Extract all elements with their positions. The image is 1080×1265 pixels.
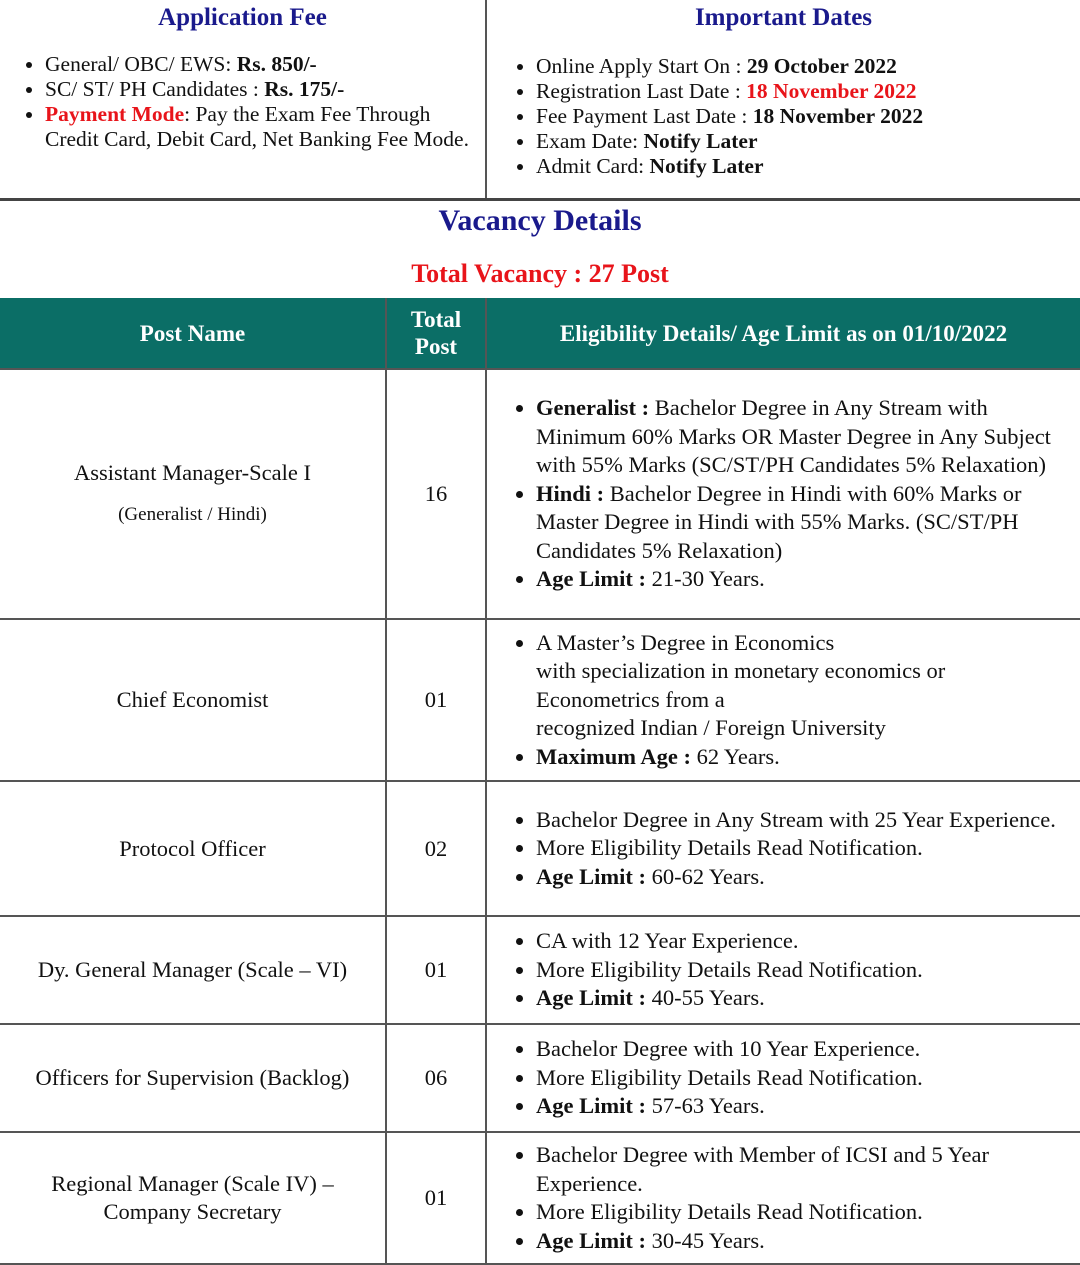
eligibility-item: • Age Limit : 21-30 Years. [536,565,1068,594]
total-post-cell: 02 [386,781,486,916]
table-row [0,1024,1080,1132]
vacancy-details-title: Vacancy Details [438,204,642,237]
post-name-cell [0,369,386,619]
eligibility-list [487,1141,1080,1255]
vacancy-table [0,298,1080,1265]
post-name: Chief Economist [116,687,269,712]
payment-mode-label: Payment Mode [45,102,185,126]
date-label: Exam Date: [536,129,644,153]
application-fee-list [0,52,475,152]
eligibility-item: • CA with 12 Year Experience. [536,927,1068,956]
eligibility-item: • Age Limit : 57-63 Years. [536,1092,1068,1121]
eligibility-item: • More Eligibility Details Read Notification. [536,1198,1068,1227]
post-name: Dy. General Manager (Scale – VI) [37,957,348,982]
fee-item-general [45,52,475,77]
eligibility-item: • Bachelor Degree in Any Stream with 25 Year Experience. [536,806,1068,835]
total-post-cell: 01 [386,916,486,1024]
date-item [536,79,1070,104]
eligibility-item: • Bachelor Degree with Member of ICSI and 5 Year Experience. [536,1141,1068,1198]
date-value: Notify Later [643,129,758,153]
table-header-row [0,298,1080,369]
post-name-cell [0,916,386,1024]
table-row [0,916,1080,1024]
eligibility-item: • Age Limit : 30-45 Years. [536,1227,1068,1256]
eligibility-item: • Bachelor Degree with 10 Year Experience. [536,1035,1068,1064]
total-post-cell: 16 [386,369,486,619]
header-eligibility: Eligibility Details/ Age Limit as on 01/10/2022 [486,298,1080,369]
important-dates-panel [487,0,1080,198]
post-name-cell [0,1132,386,1264]
eligibility-list [487,629,1080,772]
post-name: Assistant Manager-Scale I [74,460,311,485]
post-name-cell [0,1024,386,1132]
total-post-cell: 06 [386,1024,486,1132]
date-item [536,54,1070,79]
fee-general-label: General/ OBC/ EWS: [45,52,237,76]
eligibility-item: • More Eligibility Details Read Notification. [536,956,1068,985]
total-vacancy: Total Vacancy : 27 Post [411,259,669,288]
table-row [0,781,1080,916]
date-item [536,129,1070,154]
important-dates-title: Important Dates [694,4,873,31]
eligibility-list [487,394,1080,594]
header-post-name: Post Name [0,298,386,369]
table-row [0,369,1080,619]
eligibility-item: • Age Limit : 40-55 Years. [536,984,1068,1013]
eligibility-list [487,806,1080,892]
date-value: 18 November 2022 [752,104,924,128]
post-name: Regional Manager (Scale IV) – Company Secretary [51,1171,334,1224]
date-item [536,104,1070,129]
eligibility-item: • Maximum Age : 62 Years. [536,743,1068,772]
date-label: Registration Last Date : [536,79,747,103]
date-value: 29 October 2022 [746,54,897,78]
eligibility-list [487,927,1080,1013]
eligibility-cell [486,1132,1080,1264]
payment-mode-text: : Pay the Exam Fee Through Credit Card, Debit Card, Net Banking Fee Mode. [45,102,469,151]
total-post-cell: 01 [386,1132,486,1264]
eligibility-cell [486,781,1080,916]
date-item [536,154,1070,179]
fee-sc-label: SC/ ST/ PH Candidates : [45,77,265,101]
eligibility-item: • Hindi : Bachelor Degree in Hindi with 60% Marks or Master Degree in Hindi with 55% Marks. (SC/ST/PH Candidates 5% Relaxation) [536,480,1068,566]
table-row [0,619,1080,781]
date-value: Notify Later [649,154,764,178]
eligibility-item: • More Eligibility Details Read Notification. [536,834,1068,863]
important-dates-list [487,54,1070,179]
date-label: Online Apply Start On : [536,54,747,78]
post-name-cell [0,619,386,781]
top-info-section [0,0,1080,201]
header-total-post: Total Post [386,298,486,369]
post-subtitle: (Generalist / Hindi) [118,504,267,525]
date-value: 18 November 2022 [746,79,917,103]
eligibility-cell [486,619,1080,781]
post-name-cell [0,781,386,916]
date-label: Fee Payment Last Date : [536,104,753,128]
date-label: Admit Card: [536,154,650,178]
table-row [0,1132,1080,1264]
eligibility-cell [486,1024,1080,1132]
fee-sc-value: Rs. 175/- [264,77,345,101]
total-post-cell: 01 [386,619,486,781]
eligibility-item: • Age Limit : 60-62 Years. [536,863,1068,892]
post-name: Protocol Officer [119,835,266,861]
post-name: Officers for Supervision (Backlog) [35,1065,350,1090]
fee-item-sc [45,77,475,102]
application-fee-title: Application Fee [158,4,327,31]
application-fee-panel [0,0,487,198]
eligibility-cell [486,369,1080,619]
eligibility-item: • A Master’s Degree in Economics with specialization in monetary economics or Econometrics from a recognized Indian / Foreign University [536,629,1068,743]
fee-general-value: Rs. 850/- [236,52,317,76]
eligibility-item: • Generalist : Bachelor Degree in Any Stream with Minimum 60% Marks OR Master Degree in Any Subject with 55% Marks (SC/ST/PH Candidates 5% Relaxation) [536,394,1068,480]
fee-item-payment [45,102,475,152]
eligibility-list [487,1035,1080,1121]
eligibility-cell [486,916,1080,1024]
eligibility-item: • More Eligibility Details Read Notification. [536,1064,1068,1093]
